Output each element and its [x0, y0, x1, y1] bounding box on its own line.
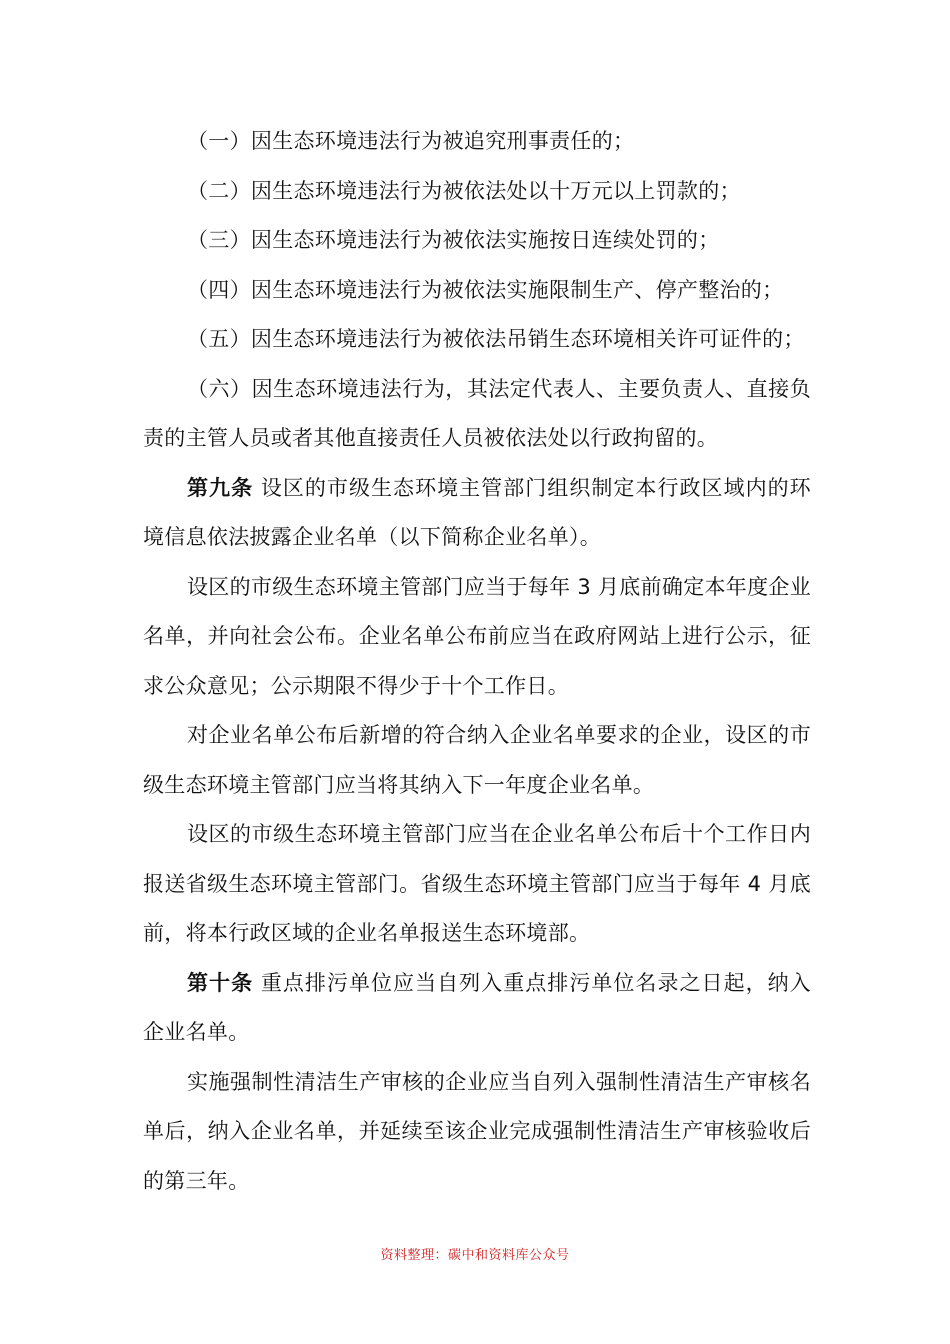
document-body: [143, 117, 811, 1206]
list-item-1: （一）因生态环境违法行为被追究刑事责任的；: [187, 129, 635, 153]
article-10-number: 第十条: [187, 970, 254, 995]
article-10-paragraph: [143, 959, 811, 1058]
list-item-3: （三）因生态环境违法行为被依法实施按日连续处罚的；: [187, 228, 720, 252]
list-item-6: （六）因生态环境违法行为，其法定代表人、主要负责人、直接负责的主管人员或者其他直接责任人员被依法处以行政拘留的。: [143, 376, 811, 450]
article-9-text: 设区的市级生态环境主管部门组织制定本行政区域内的环境信息依法披露企业名单（以下简称企业名单）。: [143, 475, 811, 549]
article-9-paragraph: [143, 464, 811, 563]
article-10-paragraph-2: 实施强制性清洁生产审核的企业应当自列入强制性清洁生产审核名单后，纳入企业名单，并延续至该企业完成强制性清洁生产审核验收后的第三年。: [143, 1069, 811, 1193]
article-10-text: 重点排污单位应当自列入重点排污单位名录之日起，纳入企业名单。: [143, 970, 811, 1044]
article-9-paragraph-3: 对企业名单公布后新增的符合纳入企业名单要求的企业，设区的市级生态环境主管部门应当将其纳入下一年度企业名单。: [143, 723, 811, 797]
article-9-paragraph-4: 设区的市级生态环境主管部门应当在企业名单公布后十个工作日内报送省级生态环境主管部门。省级生态环境主管部门应当于每年 4 月底前，将本行政区域的企业名单报送生态环境部。: [143, 822, 811, 945]
article-9-number: 第九条: [187, 475, 254, 500]
footer-source-note: 资料整理：碳中和资料库公众号: [380, 1248, 570, 1263]
list-item-5: （五）因生态环境违法行为被依法吊销生态环境相关许可证件的；: [187, 327, 805, 351]
list-item-4: （四）因生态环境违法行为被依法实施限制生产、停产整治的；: [187, 277, 784, 302]
article-9-paragraph-2: 设区的市级生态环境主管部门应当于每年 3 月底前确定本年度企业名单，并向社会公布。企业名单公布前应当在政府网站上进行公示，征求公众意见；公示期限不得少于十个工作日。: [143, 574, 812, 698]
list-item-2: （二）因生态环境违法行为被依法处以十万元以上罚款的；: [187, 178, 741, 203]
